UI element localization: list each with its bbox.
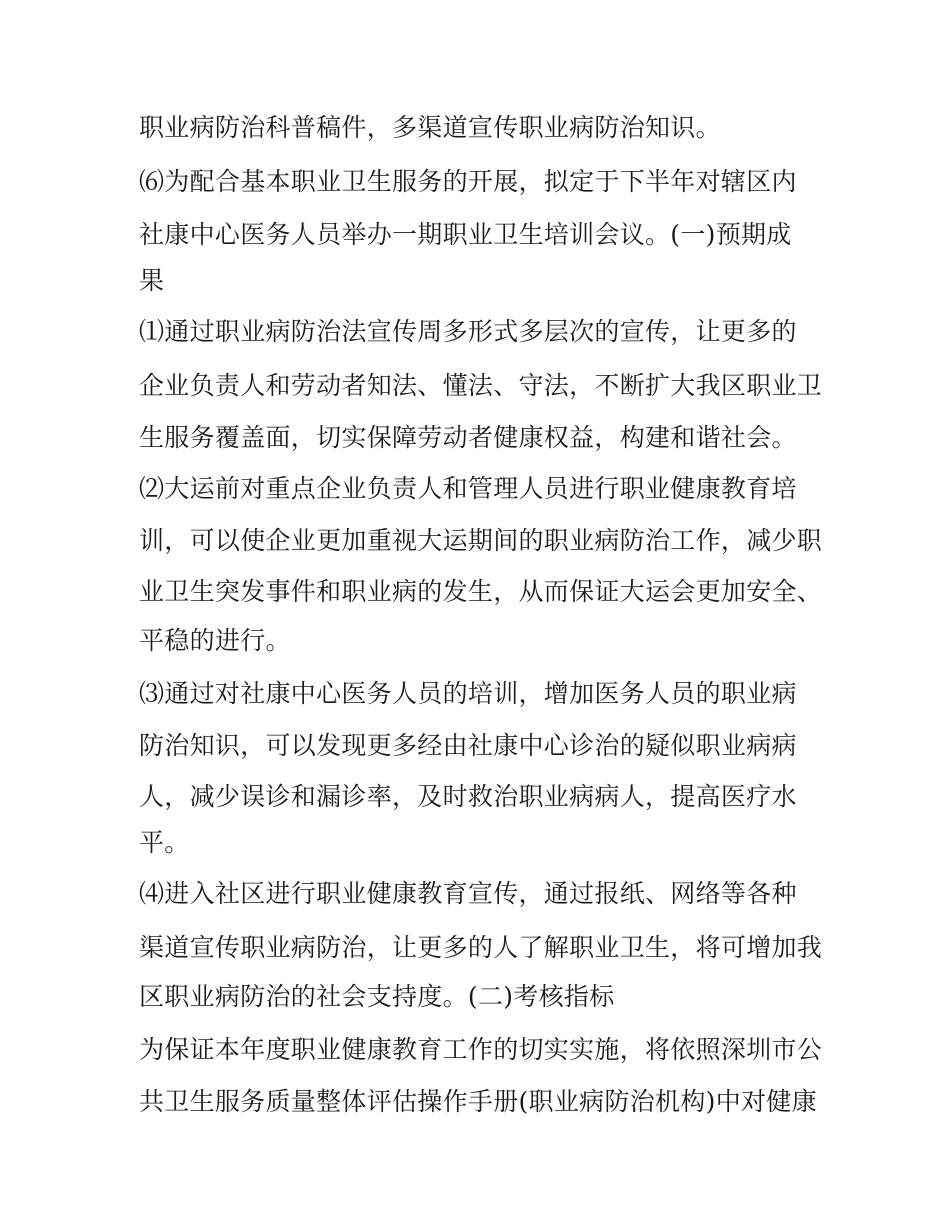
- text-line-17: 渠道宣传职业病防治，让更多的人了解职业卫生，将可增加我: [139, 933, 823, 962]
- text-line-6: 企业负责人和劳动者知法、懂法、守法，不断扩大我区职业卫: [139, 371, 823, 400]
- text-line-16: ⑷进入社区进行职业健康教育宣传，通过报纸、网络等各种: [139, 879, 797, 908]
- text-line-1: 职业病防治科普稿件，多渠道宣传职业病防治知识。: [139, 113, 721, 142]
- text-line-7: 生服务覆盖面，切实保障劳动者健康权益，构建和谐社会。: [139, 423, 797, 452]
- text-line-3: 社康中心医务人员举办一期职业卫生培训会议。(一)预期成: [139, 220, 792, 249]
- text-line-20: 共卫生服务质量整体评估操作手册(职业病防治机构)中对健康: [139, 1087, 817, 1116]
- text-line-19: 为保证本年度职业健康教育工作的切实实施，将依照深圳市公: [139, 1035, 823, 1064]
- text-line-2: ⑹为配合基本职业卫生服务的开展，拟定于下半年对辖区内: [139, 167, 797, 196]
- text-line-5: ⑴通过职业病防治法宣传周多形式多层次的宣传，让更多的: [139, 317, 797, 346]
- text-line-15: 平。: [139, 828, 190, 857]
- text-line-14: 人，减少误诊和漏诊率，及时救治职业病病人，提高医疗水: [139, 782, 797, 811]
- text-line-4: 果: [139, 266, 165, 295]
- text-line-10: 业卫生突发事件和职业病的发生，从而保证大运会更加安全、: [139, 577, 823, 606]
- text-line-9: 训，可以使企业更加重视大运期间的职业病防治工作，减少职: [139, 526, 823, 555]
- text-line-18: 区职业病防治的社会支持度。(二)考核指标: [139, 982, 615, 1011]
- text-line-11: 平稳的进行。: [139, 626, 291, 655]
- text-line-8: ⑵大运前对重点企业负责人和管理人员进行职业健康教育培: [139, 474, 797, 503]
- text-line-13: 防治知识，可以发现更多经由社康中心诊治的疑似职业病病: [139, 731, 797, 760]
- text-line-12: ⑶通过对社康中心医务人员的培训，增加医务人员的职业病: [139, 679, 797, 708]
